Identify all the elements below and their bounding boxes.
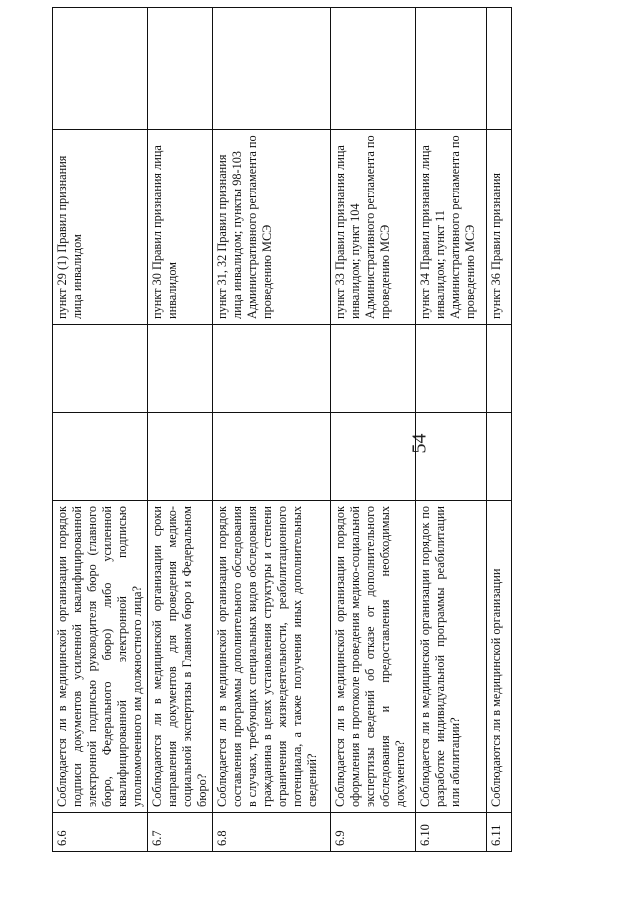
empty-cell xyxy=(148,413,213,501)
table-row xyxy=(487,8,512,852)
table-row xyxy=(331,8,416,852)
row-reference: пункт 34 Правил признания лица инвалидом; пункт 11 Административного регламента по проведению МСЭ xyxy=(416,130,487,325)
row-number: 6.7 xyxy=(148,813,213,852)
table-row xyxy=(53,8,148,852)
empty-cell xyxy=(331,325,416,413)
empty-cell xyxy=(53,325,148,413)
empty-cell xyxy=(331,413,416,501)
row-question: Соблюдаются ли в медицинской организации xyxy=(487,501,512,813)
row-reference: пункт 36 Правил признания xyxy=(487,130,512,325)
empty-cell xyxy=(148,325,213,413)
row-question: Соблюдается ли в медицинской организации порядок оформления в протоколе проведения медико-социальной экспертизы сведений об отказе от дополнительного обследования и предоставления необходимых документов? xyxy=(331,501,416,813)
row-number: 6.9 xyxy=(331,813,416,852)
table-row xyxy=(148,8,213,852)
page-number: 54 xyxy=(408,433,431,454)
empty-cell xyxy=(416,8,487,130)
table-row xyxy=(213,8,331,852)
row-number: 6.8 xyxy=(213,813,331,852)
empty-cell xyxy=(487,325,512,413)
empty-cell xyxy=(53,413,148,501)
row-question: Соблюдается ли в медицинской организации порядок составления программы дополнительного обследования в случаях, требующих специальных видов обследования гражданина в целях установления структуры и степени ограничения жизнедеятельности, реабилитационного потенциала, а также получения иных дополнительных сведений? xyxy=(213,501,331,813)
empty-cell xyxy=(213,413,331,501)
checklist-table-container xyxy=(52,36,548,852)
checklist-table xyxy=(52,7,512,852)
empty-cell xyxy=(213,325,331,413)
row-question: Соблюдается ли в медицинской организации порядок подписи документов усиленной квалифицированной электронной подписью руководителя бюро (главного бюро, Федерального бюро) либо усиленной квалифицированной электронной подписью уполномоченного им должностного лица? xyxy=(53,501,148,813)
row-number: 6.10 xyxy=(416,813,487,852)
row-number: 6.11 xyxy=(487,813,512,852)
empty-cell xyxy=(487,413,512,501)
row-question: Соблюдается ли в медицинской организации порядок по разработке индивидуальной программы реабилитации или абилитации? xyxy=(416,501,487,813)
empty-cell xyxy=(213,8,331,130)
row-reference: пункт 30 Правил признания лица инвалидом xyxy=(148,130,213,325)
empty-cell xyxy=(416,413,487,501)
empty-cell xyxy=(53,8,148,130)
empty-cell xyxy=(487,8,512,130)
row-question: Соблюдаются ли в медицинской организации сроки направления документов для проведения медико-социальной экспертизы в Главном бюро и Федеральном бюро? xyxy=(148,501,213,813)
row-reference: пункт 33 Правил признания лица инвалидом; пункт 104 Административного регламента по проведению МСЭ xyxy=(331,130,416,325)
table-row xyxy=(416,8,487,852)
row-reference: пункт 29 (1) Правил признания лица инвалидом xyxy=(53,130,148,325)
empty-cell xyxy=(416,325,487,413)
row-reference: пункт 31, 32 Правил признания лица инвалидом; пункты 98-103 Административного регламента по проведению МСЭ xyxy=(213,130,331,325)
empty-cell xyxy=(148,8,213,130)
row-number: 6.6 xyxy=(53,813,148,852)
empty-cell xyxy=(331,8,416,130)
